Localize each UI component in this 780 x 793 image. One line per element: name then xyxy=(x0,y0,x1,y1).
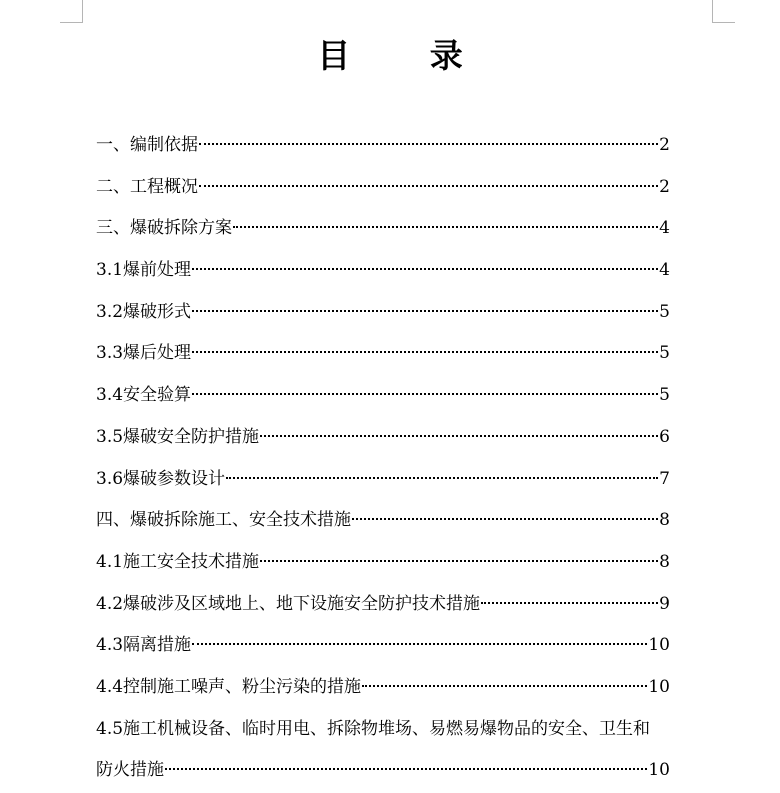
toc-page-number: 10 xyxy=(648,676,670,697)
toc-page-number: 2 xyxy=(659,176,670,197)
toc-entry-label: 3.4安全验算 xyxy=(96,385,192,406)
toc-entry-label: 3.1爆前处理 xyxy=(96,260,192,281)
toc-entry[interactable] xyxy=(96,584,670,626)
toc-dot-leader xyxy=(481,602,658,604)
toc-dot-leader xyxy=(199,143,658,145)
toc-entry-label: 3.6爆破参数设计 xyxy=(96,468,226,489)
toc-dot-leader xyxy=(192,393,658,395)
toc-dot-leader xyxy=(192,643,647,645)
toc-entry-label: 3.3爆后处理 xyxy=(96,343,192,364)
toc-dot-leader xyxy=(352,518,658,520)
toc-entry-label: 3.2爆破形式 xyxy=(96,301,192,322)
toc-entry-label: 4.1施工安全技术措施 xyxy=(96,551,260,572)
toc-page-number: 5 xyxy=(659,385,670,406)
toc-dot-leader xyxy=(260,435,658,437)
toc-entry-label: 4.4控制施工噪声、粉尘污染的措施 xyxy=(96,676,362,697)
toc-dot-leader xyxy=(192,310,658,312)
toc-dot-leader xyxy=(260,560,658,562)
toc-entry-label: 一、编制依据 xyxy=(96,135,198,155)
toc-dot-leader xyxy=(192,351,658,353)
toc-entry[interactable] xyxy=(96,333,670,375)
toc-page-number: 9 xyxy=(659,593,670,614)
toc-entry[interactable] xyxy=(96,667,670,709)
toc-title: 目 录 xyxy=(317,36,497,75)
toc-dot-leader xyxy=(165,768,647,770)
toc-page-number: 4 xyxy=(659,260,670,281)
toc-entry[interactable] xyxy=(96,125,670,167)
toc-page-number: 4 xyxy=(659,218,670,239)
toc-dot-leader xyxy=(199,185,658,187)
toc-entry[interactable] xyxy=(96,459,670,501)
toc-entry[interactable] xyxy=(96,250,670,292)
toc-entry[interactable] xyxy=(96,417,670,459)
toc-page-number: 6 xyxy=(659,426,670,447)
page-corner-mark-top-right xyxy=(712,0,735,23)
toc-entry-label-line1: 4.5施工机械设备、临时用电、拆除物堆场、易燃易爆物品的安全、卫生和 xyxy=(96,718,651,739)
toc-page-number: 7 xyxy=(659,468,670,489)
toc-dot-leader xyxy=(226,477,658,479)
toc-entry[interactable] xyxy=(96,292,670,334)
toc-dot-leader xyxy=(362,685,647,687)
toc-dot-leader xyxy=(233,226,658,228)
toc-entry-label: 三、爆破拆除方案 xyxy=(96,218,232,239)
toc-entry[interactable] xyxy=(96,167,670,209)
table-of-contents xyxy=(96,125,670,792)
toc-dot-leader xyxy=(192,268,658,270)
toc-entry[interactable] xyxy=(96,625,670,667)
toc-page-number: 8 xyxy=(659,510,670,531)
toc-page-number: 5 xyxy=(659,301,670,322)
page-corner-mark-top-left xyxy=(60,0,83,23)
toc-entry[interactable] xyxy=(96,208,670,250)
toc-entry-multiline[interactable] xyxy=(96,709,670,792)
toc-page-number: 2 xyxy=(659,135,670,155)
toc-entry-label: 4.3隔离措施 xyxy=(96,635,192,656)
toc-page-number: 5 xyxy=(659,343,670,364)
toc-entry-label: 4.2爆破涉及区域地上、地下设施安全防护技术措施 xyxy=(96,593,481,614)
toc-page-number: 8 xyxy=(659,551,670,572)
toc-entry[interactable] xyxy=(96,375,670,417)
toc-entry[interactable] xyxy=(96,500,670,542)
toc-entry-label: 二、工程概况 xyxy=(96,176,198,197)
toc-entry[interactable] xyxy=(96,542,670,584)
toc-entry-label: 四、爆破拆除施工、安全技术措施 xyxy=(96,510,351,531)
toc-page-number: 10 xyxy=(648,635,670,656)
toc-page-number: 10 xyxy=(648,760,670,781)
toc-entry-label-line2: 防火措施 xyxy=(96,760,164,781)
toc-entry-label: 3.5爆破安全防护措施 xyxy=(96,426,260,447)
